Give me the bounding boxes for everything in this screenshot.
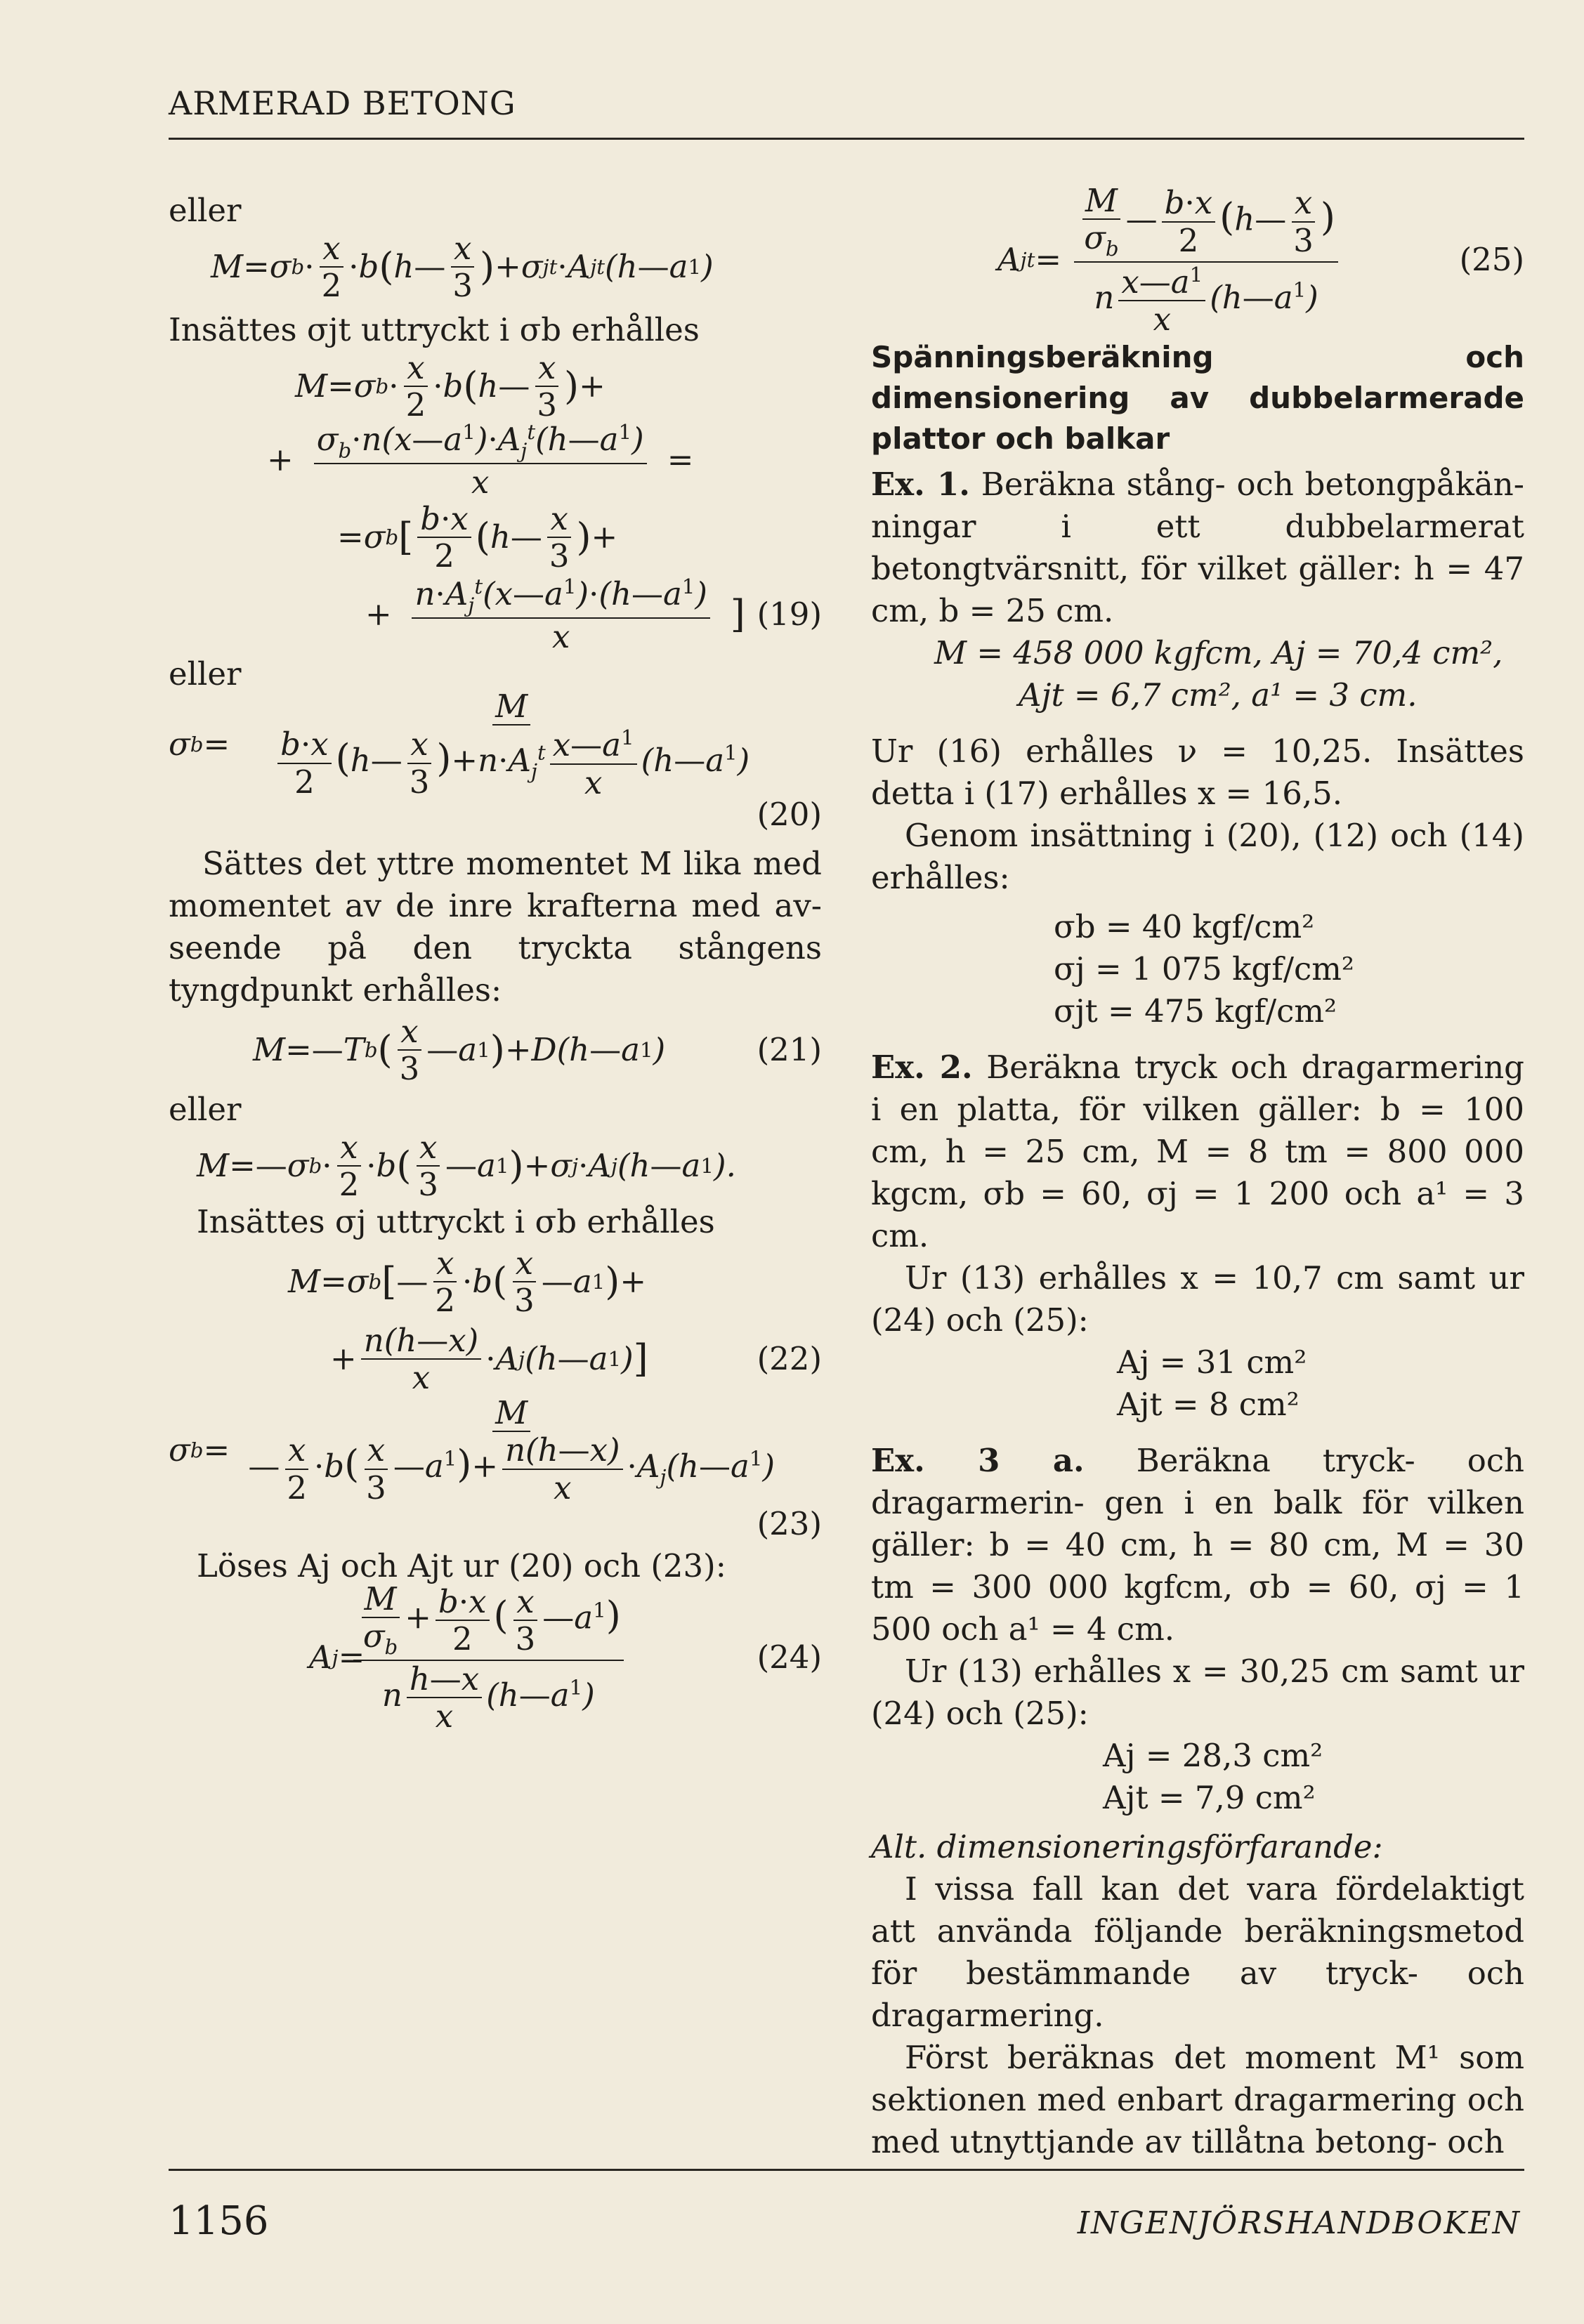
example-2 <box>871 1046 1524 1257</box>
alt-heading: Alt. dimensioneringsförfarande: <box>871 1828 1383 1865</box>
equation-21: M =— T b ( $\frac{x}{3}$ — a 1 ) + D(h — a 1 ) (21) <box>253 1012 822 1087</box>
equation-number-21: (21) <box>757 1031 822 1068</box>
result-sigma-j: σj = 1 075 kgf/cm² <box>1054 950 1354 987</box>
example-1-insertion-text: Genom insättning i (20), (12) och (14) erhålles: <box>871 817 1524 896</box>
right-column <box>871 181 1524 2163</box>
text-insattes-sigma-j: Insättes σj uttryckt i σb erhålles <box>197 1203 715 1240</box>
equation-number-19: (19) <box>757 596 822 633</box>
example-1-results <box>1054 906 1524 1032</box>
result-Ajt: Ajt = 8 cm² <box>1117 1386 1300 1423</box>
example-1-given-1: M = 458 000 kgfcm, Aj = 70,4 cm², <box>934 634 1503 671</box>
example-2-results <box>1117 1341 1524 1426</box>
text-sattes: Sättes det yttre momentet M lika med momentet av de inre krafterna med av- seende på den tryckta stångens tyngdpunkt erhålles: <box>169 845 822 1009</box>
footer-rule <box>169 2169 1524 2171</box>
equation-22-line2: + $\frac{n(h—x)}{x}$ · A j (h — a 1 ) ] (22) <box>330 1321 822 1396</box>
equation-23: σ b = M — $\frac{x}{2}$ ·b( $\frac{x}{3}$ $—a^1)+$ $\frac{n(h—x)}{x}$ $\cdot A_j(h—a^1)$ <box>169 1394 775 1506</box>
alt-paragraph-2: Först beräknas det moment M¹ som sektionen med enbart dragarmering och med utnyttjande av tillåtna betong- och <box>871 2039 1524 2160</box>
equation-20: σ b = M $\frac{b\cdot x}{2}$ (h— $\frac{x}{3}$ )$+n\cdot A_j^t$ $\frac{x—a^1}{x}$ $(h—a^1)$ <box>169 688 750 801</box>
example-1 <box>871 464 1524 632</box>
result-Aj-3a: Aj = 28,3 cm² <box>1103 1737 1323 1774</box>
equation-19-line1: M = σ b · $\frac{x}{2}$ · b ( h — $\frac{x}{3}$ ) + <box>295 348 606 424</box>
equation-25: A j t = $\frac{M}{\sigma_b}$ — $\frac{b\cdot x}{2}$ (h— $\frac{x}{3}$ ) n $\frac{x—a^1}{x}$ $(h—a^1)$ (25) <box>997 181 1524 339</box>
text-eller: eller <box>169 192 242 229</box>
equation-number-22: (22) <box>757 1340 822 1377</box>
equation-19-line3: = σ b [ $\frac{b\cdot x}{2}$ ( h — $\frac{x}{3}$ ) + <box>337 499 618 575</box>
equation-19-line4: + $\frac{n\cdot A_j^t(x—a^1)\cdot(h—a^1)}{x}$ ] (19) <box>365 574 822 655</box>
equation-number-25: (25) <box>1459 241 1524 278</box>
example-3a-results <box>1103 1735 1524 1819</box>
example-1-label: Ex. 1. <box>871 466 970 503</box>
example-1-text: Beräkna stång- och betongpåkän- ningar i ett dubbelarmerat betongtvärsnitt, för vilket gäller: h = 47 cm, b = 25 cm. <box>871 466 1524 629</box>
example-1-given-2: Ajt = 6,7 cm², a¹ = 3 cm. <box>1019 676 1418 714</box>
equation-number-24: (24) <box>757 1639 822 1676</box>
example-2-result-text: Ur (13) erhålles x = 10,7 cm samt ur (24) och (25): <box>871 1259 1524 1339</box>
example-2-text: Beräkna tryck och dragarmering i en platta, för vilken gäller: b = 100 cm, h = 25 cm, M = 8 tm = 800 000 kgcm, σb = 60, σj = 1 200 och a¹ = 3 cm. <box>871 1049 1524 1254</box>
equation-24: A j = $\frac{M}{\sigma_b}$ + $\frac{b\cdot x}{2}$ ( $\frac{x}{3}$ $—a^1$) n $\frac{h—x}{x}$ $(h—a^1)$ (24) <box>309 1580 822 1735</box>
section-heading: Spänningsberäkning och dimensionering av dubbelarmerade plattor och balkar <box>871 340 1524 456</box>
page-number: 1156 <box>169 2198 269 2244</box>
equation-M-sigma-j: M =— σ b · $\frac{x}{2}$ · b ( $\frac{x}{3}$ — a 1 ) + σ j · A j (h — a 1 ). <box>197 1128 736 1203</box>
equation-M-sigma-jt: M = σ b · $\frac{x}{2}$ · b ( h — $\frac{x}{3}$ ) + σ j t · A j t (h — a 1 ) <box>211 229 714 304</box>
equation-22-line1: M = σ b [ — $\frac{x}{2}$ · b ( $\frac{x}{3}$ — a 1 ) + <box>288 1244 647 1319</box>
equation-19-line2: + $\frac{\sigma_b\cdot n(x—a^1)\cdot A_j^t(h—a^1)}{x}$ = <box>267 419 694 501</box>
equation-number-20: (20) <box>757 796 822 833</box>
result-sigma-b: σb = 40 kgf/cm² <box>1054 908 1315 945</box>
equation-number-23: (23) <box>757 1505 822 1542</box>
example-1-result-text: Ur (16) erhålles ν = 10,25. Insättes detta i (17) erhålles x = 16,5. <box>871 733 1524 812</box>
book-title: INGENJÖRSHANDBOKEN <box>1077 2205 1521 2241</box>
example-3a <box>871 1440 1524 1650</box>
example-3a-result-text: Ur (13) erhålles x = 30,25 cm samt ur (24) och (25): <box>871 1653 1524 1732</box>
alt-paragraph-1: I vissa fall kan det vara fördelaktigt att använda följande beräkningsmetod för bestämmande av tryck- och dragarmering. <box>871 1870 1524 2034</box>
left-column <box>169 190 822 1735</box>
text-eller-3: eller <box>169 1091 242 1128</box>
text-eller-2: eller <box>169 655 242 692</box>
example-2-label: Ex. 2. <box>871 1049 973 1086</box>
example-3a-text: Beräkna tryck- och dragarmerin- gen i en balk för vilken gäller: b = 40 cm, h = 80 cm, M = 30 tm = 300 000 kgfcm, σb = 60, σj = 1 500 och a¹ = 4 cm. <box>871 1442 1524 1648</box>
result-Aj: Aj = 31 cm² <box>1117 1344 1307 1381</box>
example-3a-label: Ex. 3 a. <box>871 1442 1085 1479</box>
header-rule <box>169 138 1524 140</box>
running-header: ARMERAD BETONG <box>169 84 516 122</box>
result-Ajt-3a: Ajt = 7,9 cm² <box>1103 1779 1316 1816</box>
text-insattes-sigma-jt: Insättes σjt uttryckt i σb erhålles <box>169 311 700 348</box>
text-loses: Löses Aj och Ajt ur (20) och (23): <box>197 1547 726 1584</box>
result-sigma-jt: σjt = 475 kgf/cm² <box>1054 992 1337 1030</box>
